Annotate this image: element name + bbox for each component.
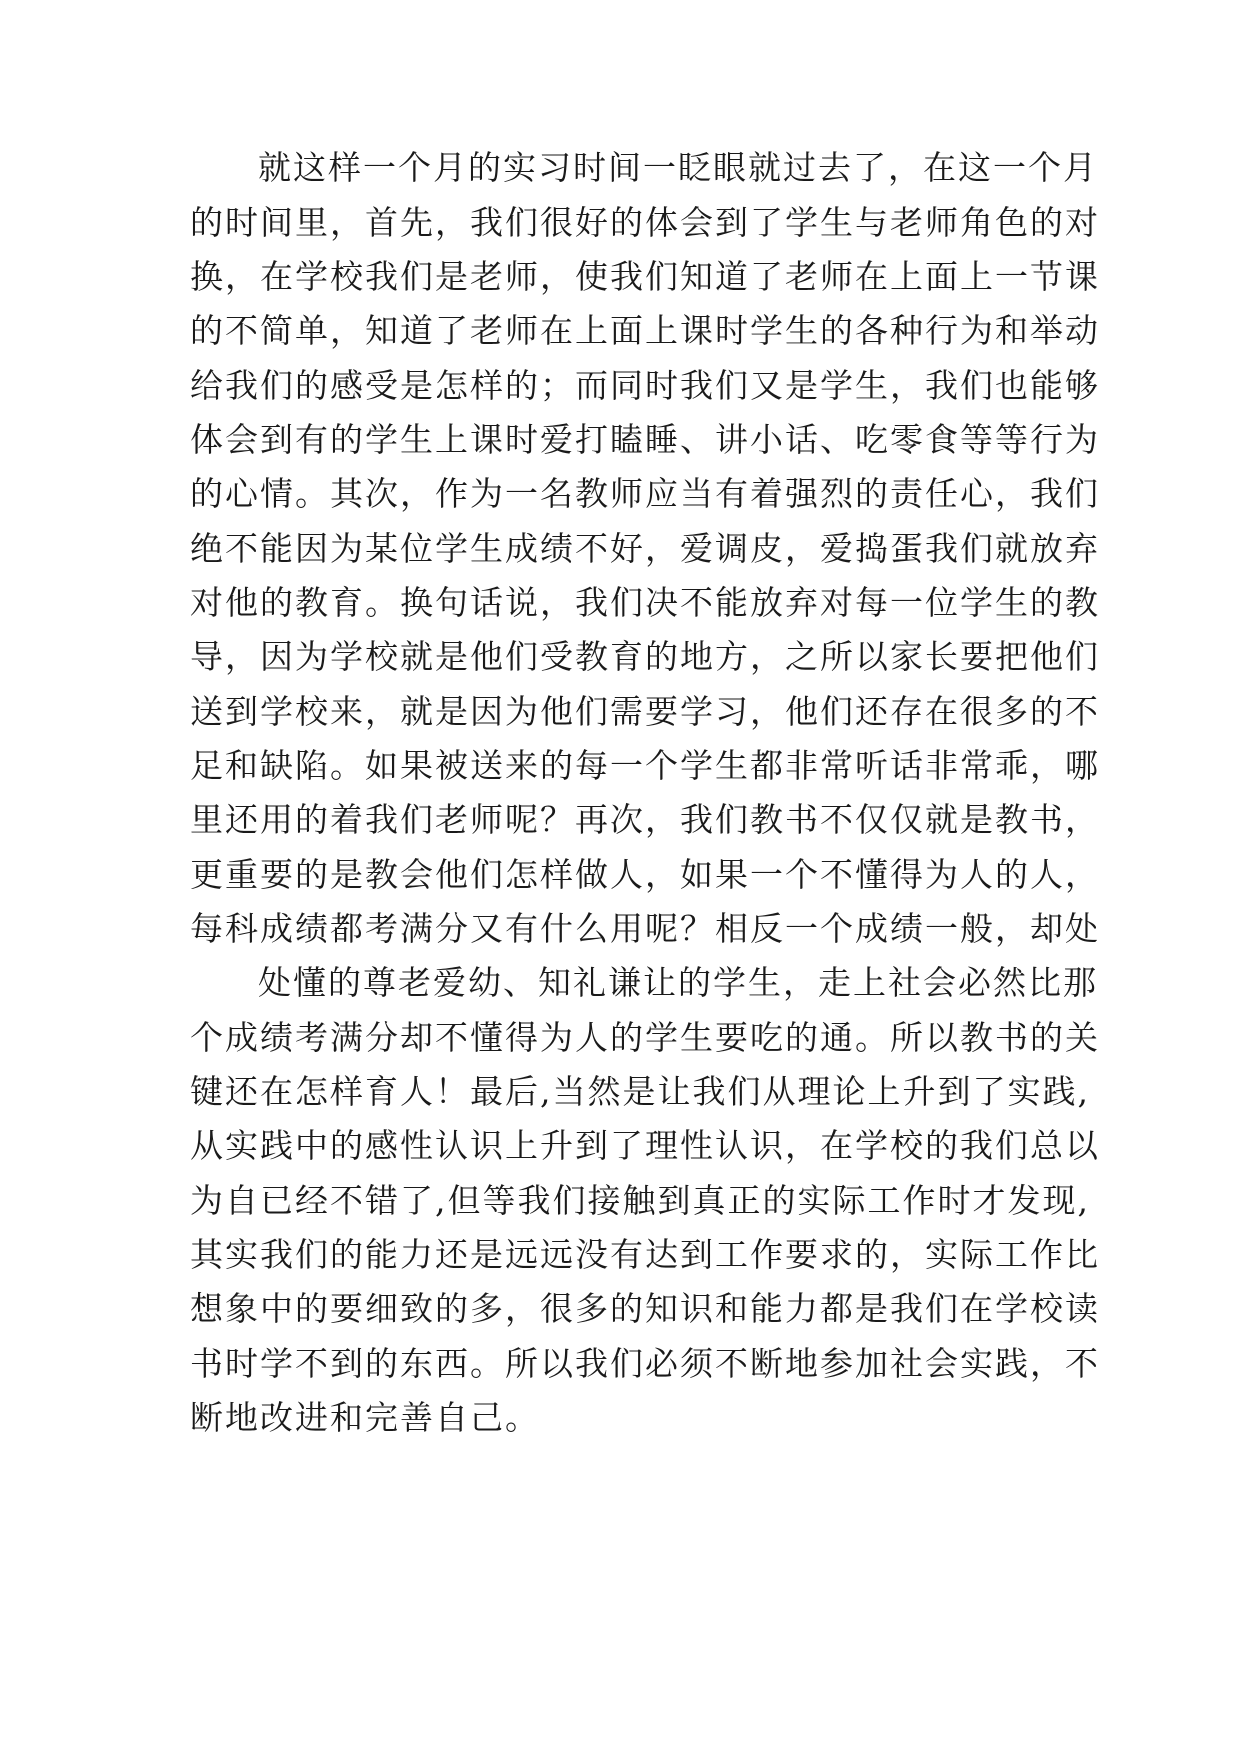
paragraph-line: 里还用的着我们老师呢？再次，我们教书不仅仅就是教书， — [190, 800, 1100, 839]
paragraph-line: 给我们的感受是怎样的；而同时我们又是学生，我们也能够 — [190, 366, 1100, 405]
paragraph-line: 更重要的是教会他们怎样做人，如果一个不懂得为人的人， — [190, 855, 1100, 894]
paragraph-line: 换，在学校我们是老师，使我们知道了老师在上面上一节课 — [190, 257, 1100, 296]
paragraph-line: 从实践中的感性认识上升到了理性认识，在学校的我们总以 — [190, 1126, 1100, 1165]
paragraph-line: 其实我们的能力还是远远没有达到工作要求的，实际工作比 — [190, 1235, 1100, 1274]
paragraph-line: 断地改进和完善自己。 — [190, 1398, 540, 1437]
paragraph-line: 体会到有的学生上课时爱打瞌睡、讲小话、吃零食等等行为 — [190, 420, 1100, 459]
paragraph-line: 导，因为学校就是他们受教育的地方，之所以家长要把他们 — [190, 637, 1100, 676]
paragraph-line: 足和缺陷。如果被送来的每一个学生都非常听话非常乖，哪 — [190, 746, 1100, 785]
paragraph-line: 想象中的要细致的多，很多的知识和能力都是我们在学校读 — [190, 1289, 1100, 1328]
paragraph-line: 的心情。其次，作为一名教师应当有着强烈的责任心，我们 — [190, 474, 1100, 513]
paragraph-line: 送到学校来，就是因为他们需要学习，他们还存在很多的不 — [190, 692, 1100, 731]
paragraph-line: 个成绩考满分却不懂得为人的学生要吃的通。所以教书的关 — [190, 1018, 1100, 1057]
paragraph-line: 为自已经不错了,但等我们接触到真正的实际工作时才发现, — [190, 1181, 1090, 1220]
paragraph-line: 书时学不到的东西。所以我们必须不断地参加社会实践，不 — [190, 1344, 1100, 1383]
paragraph-line: 的不简单，知道了老师在上面上课时学生的各种行为和举动 — [190, 311, 1100, 350]
paragraph-line: 键还在怎样育人！最后,当然是让我们从理论上升到了实践, — [190, 1072, 1090, 1111]
paragraph-line: 的时间里，首先，我们很好的体会到了学生与老师角色的对 — [190, 203, 1100, 242]
paragraph-line: 绝不能因为某位学生成绩不好，爱调皮，爱捣蛋我们就放弃 — [190, 529, 1100, 568]
paragraph-line: 每科成绩都考满分又有什么用呢？相反一个成绩一般，却处 — [190, 909, 1100, 948]
paragraph-line: 处懂的尊老爱幼、知礼谦让的学生，走上社会必然比那 — [258, 963, 1098, 1002]
paragraph-line: 对他的教育。换句话说，我们决不能放弃对每一位学生的教 — [190, 583, 1100, 622]
paragraph-line: 就这样一个月的实习时间一眨眼就过去了，在这一个月 — [258, 148, 1098, 187]
